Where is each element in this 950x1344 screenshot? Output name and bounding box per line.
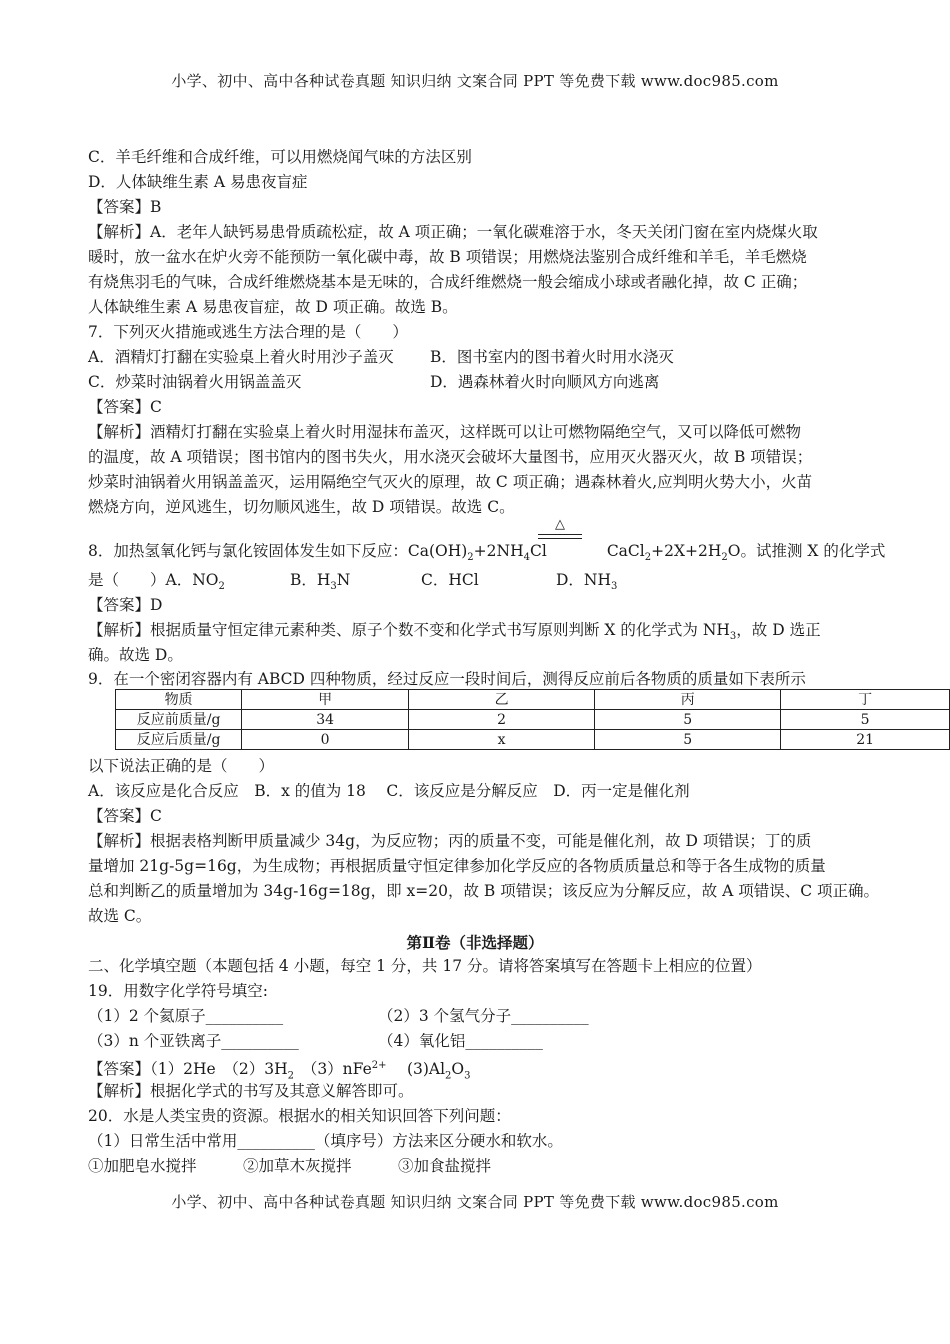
table-header-cell: 物质 — [116, 690, 242, 710]
q19-item-4: （4）氧化铝__________ — [378, 1032, 543, 1050]
table-cell: 34 — [242, 710, 409, 730]
table-header-row — [116, 690, 950, 710]
table-cell: 5 — [595, 730, 781, 750]
q8-option-c: C．HCl — [421, 571, 479, 589]
table-header-cell: 丙 — [595, 690, 781, 710]
table-cell: 反应前质量/g — [116, 710, 242, 730]
q19-item-1: （1）2 个氦原子__________ — [88, 1007, 284, 1025]
q7-option-c: C．炒菜时油锅着火用锅盖盖灭 — [88, 373, 302, 391]
table-header-cell: 乙 — [409, 690, 595, 710]
table-row — [116, 730, 950, 750]
table-cell: 21 — [781, 730, 950, 750]
q7-analysis-2: 的温度，故 A 项错误；图书馆内的图书失火，用水浇灭会破坏大量图书，应用灭火器灭火，故 B 项错误； — [88, 448, 813, 466]
section-heading: 二、化学填空题（本题包括 4 小题，每空 1 分，共 17 分。请将答案填写在答题卡上相应的位置） — [88, 957, 762, 975]
q19-stem: 19．用数字化学符号填空: — [88, 982, 268, 1000]
page-header: 小学、初中、高中各种试卷真题 知识归纳 文案合同 PPT 等免费下载 www.doc985.com — [171, 72, 779, 90]
q7-analysis-3: 炒菜时油锅着火用锅盖盖灭，运用隔绝空气灭火的原理，故 C 项正确；遇森林着火,应判明火势大小，火苗 — [88, 473, 813, 491]
q6-option-c: C．羊毛纤维和合成纤维，可以用燃烧闻气味的方法区别 — [88, 148, 472, 166]
q9-analysis-2: 量增加 21g-5g=16g，为生成物；再根据质量守恒定律参加化学反应的各物质质量总和等于各生成物的质量 — [88, 857, 826, 875]
q6-answer: 【答案】B — [88, 198, 162, 216]
q8-options: 是（ ）A．$NO_2$ — [88, 571, 225, 593]
table-cell: 2 — [409, 710, 595, 730]
q7-analysis-4: 燃烧方向，逆风逃生，切勿顺风逃生，故 D 项错误。故选 C。 — [88, 498, 515, 516]
q6-analysis-1: 【解析】A．老年人缺钙易患骨质疏松症，故 A 项正确；一氧化碳难溶于水，冬天关闭门窗在室内烧煤火取 — [88, 223, 818, 241]
q7-analysis-1: 【解析】酒精灯打翻在实验桌上着火时用湿抹布盖灭，这样既可以让可燃物隔绝空气，又可以降低可燃物 — [88, 423, 802, 441]
q8-analysis-2: 确。故选 D。 — [88, 646, 183, 664]
reaction-equals-sign — [538, 534, 582, 539]
q9-analysis-4: 故选 C。 — [88, 907, 152, 925]
q19-analysis: 【解析】根据化学式的书写及其意义解答即可。 — [88, 1082, 414, 1100]
q8-option-d: D．$NH_3$ — [556, 571, 618, 593]
q8-option-b: B．$H_3N$ — [290, 571, 351, 593]
q7-answer: 【答案】C — [88, 398, 162, 416]
q7-option-b: B．图书室内的图书着火时用水浇灭 — [430, 348, 674, 366]
q20-choices: ①加肥皂水搅拌 ②加草木灰搅拌 ③加食盐搅拌 — [88, 1157, 492, 1175]
table-cell: 5 — [595, 710, 781, 730]
reaction-condition-heat: △ — [555, 517, 565, 532]
q9-options: A．该反应是化合反应 B．x 的值为 18 C．该反应是分解反应 D．丙一定是催化剂 — [88, 782, 690, 800]
table-row — [116, 710, 950, 730]
table-header-cell: 丁 — [781, 690, 950, 710]
table-cell: 反应后质量/g — [116, 730, 242, 750]
q9-analysis-3: 总和判断乙的质量增加为 34g-16g=18g，即 x=20，故 B 项错误；该反应为分解反应，故 A 项错误、C 项正确。 — [88, 882, 880, 900]
q7-option-d: D．遇森林着火时向顺风方向逃离 — [430, 373, 660, 391]
q19-item-3: （3）n 个亚铁离子__________ — [88, 1032, 299, 1050]
q8-answer: 【答案】D — [88, 596, 163, 614]
q19-item-2: （2）3 个氢气分子__________ — [378, 1007, 589, 1025]
q19-answer: 【答案】（1）2He $(2)3H_2$ （3）nFe$^{2+}$ $(3)Al_2O_3$ — [88, 1060, 471, 1082]
q20-stem: 20．水是人类宝贵的资源。根据水的相关知识回答下列问题： — [88, 1107, 511, 1125]
q6-analysis-4: 人体缺维生素 A 易患夜盲症，故 D 项正确。故选 B。 — [88, 298, 458, 316]
q9-answer: 【答案】C — [88, 807, 162, 825]
q6-option-d: D．人体缺维生素 A 易患夜盲症 — [88, 173, 308, 191]
q8-analysis-1: 【解析】根据质量守恒定律元素种类、原子个数不变和化学式书写原则判断 X 的化学式为 $NH_3$，故 D 选正 — [88, 621, 821, 643]
q6-analysis-2: 暖时，放一盆水在炉火旁不能预防一氧化碳中毒，故 B 项错误；用燃烧法鉴别合成纤维和羊毛，羊毛燃烧 — [88, 248, 807, 266]
table-cell: 0 — [242, 730, 409, 750]
page-footer: 小学、初中、高中各种试卷真题 知识归纳 文案合同 PPT 等免费下载 www.doc985.com — [171, 1193, 779, 1211]
q8-stem: 8．加热氢氧化钙与氯化铵固体发生如下反应：$Ca(OH)_2+2NH_4Cl$ $CaCl_2+2X+2H_2O$。试推测 X 的化学式 — [88, 542, 886, 564]
q9-question: 以下说法正确的是（ ） — [88, 757, 275, 775]
q20-item-1: （1）日常生活中常用__________（填序号）方法来区分硬水和软水。 — [88, 1132, 563, 1150]
section-title: 第Ⅱ卷（非选择题） — [406, 933, 544, 952]
table-header-cell: 甲 — [242, 690, 409, 710]
table-cell: x — [409, 730, 595, 750]
mass-table — [115, 689, 950, 750]
q7-stem: 7．下列灭火措施或逃生方法合理的是（ ） — [88, 323, 408, 341]
q9-analysis-1: 【解析】根据表格判断甲质量减少 34g，为反应物；丙的质量不变，可能是催化剂，故 D 项错误；丁的质 — [88, 832, 812, 850]
q9-stem: 9．在一个密闭容器内有 ABCD 四种物质，经过反应一段时间后，测得反应前后各物质的质量如下表所示 — [88, 670, 806, 688]
table-cell: 5 — [781, 710, 950, 730]
q7-option-a: A．酒精灯打翻在实验桌上着火时用沙子盖灭 — [88, 348, 394, 366]
q6-analysis-3: 有烧焦羽毛的气味，合成纤维燃烧基本是无味的，合成纤维燃烧一般会缩成小球或者融化掉，故 C 正确； — [88, 273, 808, 291]
